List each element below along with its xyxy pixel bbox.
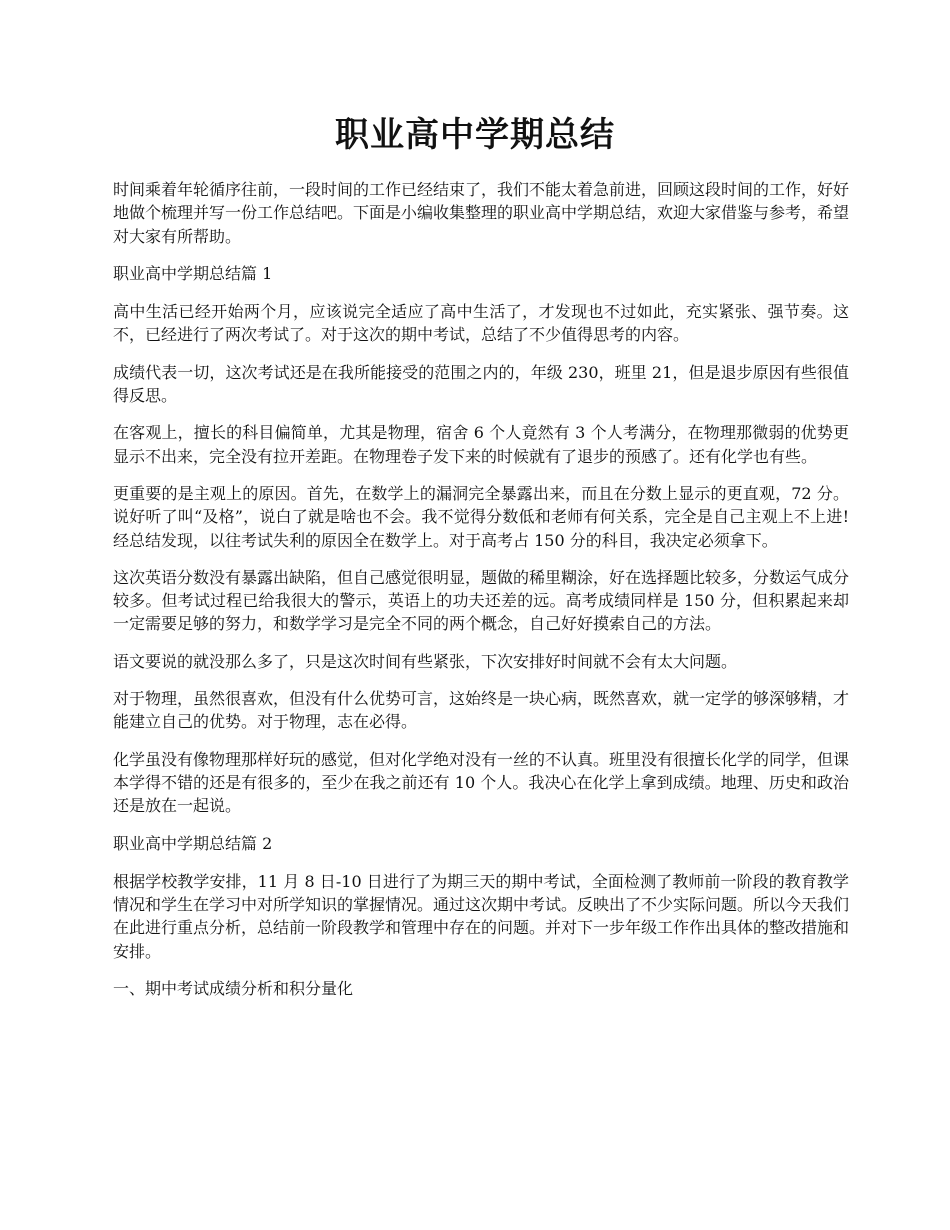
- body-paragraph: 根据学校教学安排，11 月 8 日-10 日进行了为期三天的期中考试，全面检测了教师前一阶段的教育教学情况和学生在学习中对所学知识的掌握情况。通过这次期中考试。反映出了不少实际问题。所以今天我们在此进行重点分析，总结前一阶段教学和管理中存在的问题。并对下一步年级工作作出具体的整改措施和安排。: [113, 871, 850, 961]
- body-paragraph: 更重要的是主观上的原因。首先，在数学上的漏洞完全暴露出来，而且在分数上显示的更直观，72 分。说好听了叫“及格”，说白了就是啥也不会。我不觉得分数低和老师有何关系，完全是自己主观上不上进!经总结发现，以往考试失利的原因全在数学上。对于高考占 150 分的科目，我决定必须拿下。: [113, 483, 849, 550]
- body-paragraph: 语文要说的就没那么多了，只是这次时间有些紧张，下次安排好时间就不会有太大问题。: [113, 651, 738, 671]
- subsection-heading: 一、期中考试成绩分析和积分量化: [113, 979, 354, 999]
- section-heading-part-1: 职业高中学期总结篇 1: [113, 263, 273, 283]
- body-paragraph: 高中生活已经开始两个月，应该说完全适应了高中生活了，才发现也不过如此，充实紧张、强节奏。这不，已经进行了两次考试了。对于这次的期中考试，总结了不少值得思考的内容。: [113, 302, 849, 345]
- body-paragraph: 这次英语分数没有暴露出缺陷，但自己感觉很明显，题做的稀里糊涂，好在选择题比较多，分数运气成分较多。但考试过程已给我很大的警示，英语上的功夫还差的远。高考成绩同样是 150 分，但积累起来却一定需要足够的努力，和数学学习是完全不同的两个概念，自己好好摸索自己的方法。: [113, 567, 850, 634]
- body-paragraph: 对于物理，虽然很喜欢，但没有什么优势可言，这始终是一块心病，既然喜欢，就一定学的够深够精，才能建立自己的优势。对于物理，志在必得。: [113, 689, 850, 732]
- section-heading-part-2: 职业高中学期总结篇 2: [113, 833, 273, 853]
- document-title: 职业高中学期总结: [335, 115, 615, 155]
- intro-paragraph: 时间乘着年轮循序往前，一段时间的工作已经结束了，我们不能太着急前进，回顾这段时间的工作，好好地做个梳理并写一份工作总结吧。下面是小编收集整理的职业高中学期总结，欢迎大家借鉴与参考，希望对大家有所帮助。: [113, 180, 850, 246]
- document-body: [113, 178, 849, 1015]
- body-paragraph: 成绩代表一切，这次考试还是在我所能接受的范围之内的，年级 230，班里 21，但是退步原因有些很值得反思。: [113, 362, 849, 406]
- body-paragraph: 化学虽没有像物理那样好玩的感觉，但对化学绝对没有一丝的不认真。班里没有很擅长化学的同学，但课本学得不错的还是有很多的，至少在我之前还有 10 个人。我决心在化学上拿到成绩。地理、历史和政治还是放在一起说。: [113, 749, 850, 816]
- body-paragraph: 在客观上，擅长的科目偏简单，尤其是物理，宿舍 6 个人竟然有 3 个人考满分，在物理那微弱的优势更显示不出来，完全没有拉开差距。在物理卷子发下来的时候就有了退步的预感了。还有化学也有些。: [113, 423, 849, 466]
